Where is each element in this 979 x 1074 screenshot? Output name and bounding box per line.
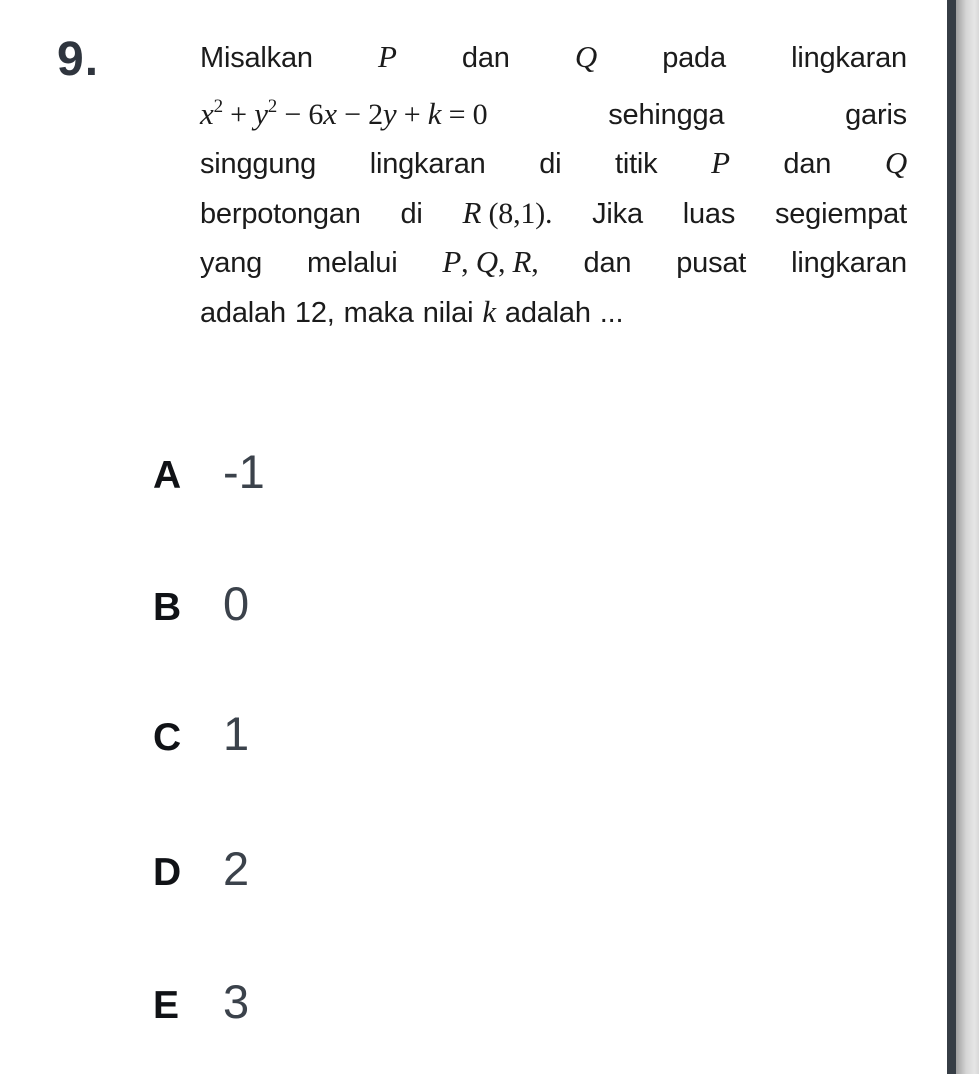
option-letter: D xyxy=(153,851,182,894)
question-text xyxy=(200,33,907,337)
option-value: -1 xyxy=(223,445,265,498)
option-value: 3 xyxy=(223,975,250,1028)
option-row-b[interactable] xyxy=(153,577,250,630)
question-line: Misalkan P dan Q pada lingkaran xyxy=(200,39,907,74)
question-line: berpotongan di R (8,1). Jika luas segiempat xyxy=(200,194,907,230)
option-value: 2 xyxy=(223,842,250,895)
option-letter: C xyxy=(153,716,182,759)
option-row-c[interactable] xyxy=(153,707,250,760)
page-edge-line xyxy=(947,0,956,1074)
option-value: 0 xyxy=(223,577,250,630)
option-value: 1 xyxy=(223,707,250,760)
question-line: yang melalui P, Q, R, dan pusat lingkaran xyxy=(200,244,907,279)
question-number: 9. xyxy=(57,33,100,86)
option-row-a[interactable] xyxy=(153,445,265,498)
option-letter: E xyxy=(153,984,180,1027)
question-line: adalah 12, maka nilai k adalah ... xyxy=(200,293,624,329)
question-line: $x^2 + y^2 - 6x - 2y + k = 0$ sehingga garis xyxy=(200,95,907,131)
page-edge-shadow xyxy=(956,0,979,1074)
question-line: singgung lingkaran di titik P dan Q xyxy=(200,145,907,180)
option-row-d[interactable] xyxy=(153,842,250,895)
option-letter: B xyxy=(153,586,182,629)
option-letter: A xyxy=(153,454,182,497)
option-row-e[interactable] xyxy=(153,975,250,1028)
